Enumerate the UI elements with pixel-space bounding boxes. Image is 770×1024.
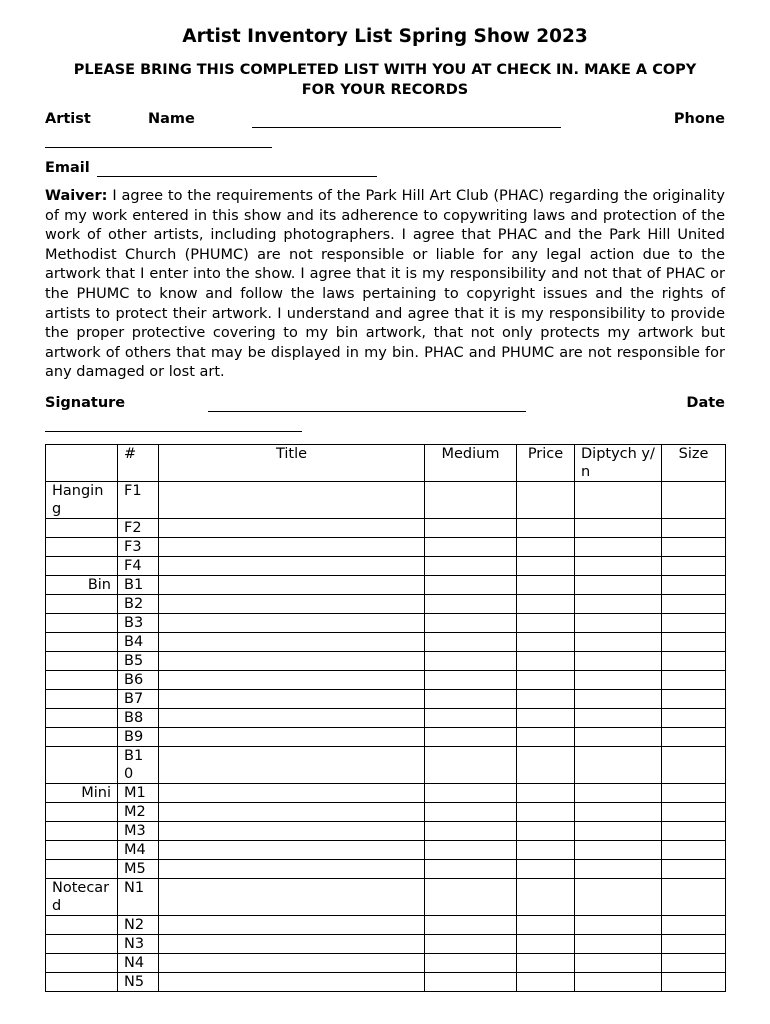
price-cell[interactable] [517,709,575,728]
row-category [46,709,118,728]
row-category [46,916,118,935]
title-cell[interactable] [159,822,425,841]
row-number: B7 [118,690,159,709]
table-row [46,614,726,633]
title-cell[interactable] [159,728,425,747]
signature-field[interactable] [208,411,526,412]
row-category [46,690,118,709]
size-cell[interactable] [662,595,726,614]
price-cell[interactable] [517,747,575,784]
table-row [46,690,726,709]
header-diptych: Diptych y/n [575,445,662,482]
size-cell[interactable] [662,822,726,841]
medium-cell[interactable] [425,652,517,671]
table-row [46,784,726,803]
row-number: B5 [118,652,159,671]
medium-cell[interactable] [425,519,517,538]
row-category [46,803,118,822]
size-cell[interactable] [662,954,726,973]
header-number: # [118,445,159,482]
table-row [46,803,726,822]
size-cell[interactable] [662,935,726,954]
diptych-cell[interactable] [575,954,662,973]
row-category [46,860,118,879]
title-cell[interactable] [159,652,425,671]
table-row [46,595,726,614]
medium-cell[interactable] [425,576,517,595]
medium-cell[interactable] [425,784,517,803]
price-cell[interactable] [517,822,575,841]
row-category [46,954,118,973]
row-category [46,973,118,992]
price-cell[interactable] [517,973,575,992]
diptych-cell[interactable] [575,841,662,860]
size-cell[interactable] [662,614,726,633]
waiver-label: Waiver: [45,188,108,204]
medium-cell[interactable] [425,860,517,879]
table-row [46,709,726,728]
price-cell[interactable] [517,784,575,803]
medium-cell[interactable] [425,671,517,690]
table-row [46,728,726,747]
table-row [46,652,726,671]
phone-field[interactable] [45,147,272,148]
medium-cell[interactable] [425,538,517,557]
size-cell[interactable] [662,709,726,728]
row-number: F2 [118,519,159,538]
price-cell[interactable] [517,595,575,614]
table-row [46,935,726,954]
medium-cell[interactable] [425,728,517,747]
medium-cell[interactable] [425,803,517,822]
title-cell[interactable] [159,482,425,519]
price-cell[interactable] [517,633,575,652]
medium-cell[interactable] [425,935,517,954]
row-category: Bin [46,576,118,595]
size-cell[interactable] [662,784,726,803]
title-cell[interactable] [159,784,425,803]
medium-cell[interactable] [425,973,517,992]
medium-cell[interactable] [425,954,517,973]
title-cell[interactable] [159,538,425,557]
price-cell[interactable] [517,576,575,595]
diptych-cell[interactable] [575,728,662,747]
size-cell[interactable] [662,538,726,557]
size-cell[interactable] [662,747,726,784]
diptych-cell[interactable] [575,916,662,935]
size-cell[interactable] [662,633,726,652]
name-label: Name [148,111,195,127]
table-row [46,973,726,992]
title-cell[interactable] [159,747,425,784]
medium-cell[interactable] [425,822,517,841]
title-cell[interactable] [159,935,425,954]
row-number: N3 [118,935,159,954]
row-category: Mini [46,784,118,803]
title-cell[interactable] [159,973,425,992]
diptych-cell[interactable] [575,557,662,576]
diptych-cell[interactable] [575,690,662,709]
instructions: PLEASE BRING THIS COMPLETED LIST WITH YOU AT CHECK IN. MAKE A COPY FOR YOUR RECORDS [73,62,697,98]
row-number: M4 [118,841,159,860]
diptych-cell[interactable] [575,709,662,728]
header-medium: Medium [425,445,517,482]
price-cell[interactable] [517,879,575,916]
title-cell[interactable] [159,557,425,576]
email-label: Email [45,160,90,176]
size-cell[interactable] [662,728,726,747]
title-cell[interactable] [159,576,425,595]
diptych-cell[interactable] [575,973,662,992]
name-field[interactable] [252,127,561,128]
medium-cell[interactable] [425,879,517,916]
size-cell[interactable] [662,557,726,576]
diptych-cell[interactable] [575,860,662,879]
diptych-cell[interactable] [575,803,662,822]
price-cell[interactable] [517,803,575,822]
row-number: F3 [118,538,159,557]
row-number: M2 [118,803,159,822]
price-cell[interactable] [517,841,575,860]
inventory-table [45,444,726,992]
row-category [46,633,118,652]
title-cell[interactable] [159,595,425,614]
size-cell[interactable] [662,973,726,992]
diptych-cell[interactable] [575,538,662,557]
medium-cell[interactable] [425,690,517,709]
row-category [46,747,118,784]
header-category [46,445,118,482]
email-field[interactable] [97,176,377,177]
row-number: F1 [118,482,159,519]
date-field[interactable] [45,431,302,432]
row-category [46,519,118,538]
title-cell[interactable] [159,671,425,690]
row-category: Notecard [46,879,118,916]
price-cell[interactable] [517,728,575,747]
diptych-cell[interactable] [575,595,662,614]
row-number: F4 [118,557,159,576]
medium-cell[interactable] [425,633,517,652]
row-category [46,595,118,614]
diptych-cell[interactable] [575,519,662,538]
size-cell[interactable] [662,519,726,538]
table-row [46,954,726,973]
medium-cell[interactable] [425,747,517,784]
price-cell[interactable] [517,860,575,879]
row-category [46,935,118,954]
title-cell[interactable] [159,916,425,935]
row-number: B2 [118,595,159,614]
medium-cell[interactable] [425,482,517,519]
diptych-cell[interactable] [575,879,662,916]
row-number: B4 [118,633,159,652]
table-row [46,916,726,935]
header-size: Size [662,445,726,482]
row-number: B1 [118,576,159,595]
size-cell[interactable] [662,690,726,709]
row-number: N4 [118,954,159,973]
diptych-cell[interactable] [575,784,662,803]
table-row [46,633,726,652]
price-cell[interactable] [517,482,575,519]
price-cell[interactable] [517,671,575,690]
table-row [46,538,726,557]
size-cell[interactable] [662,879,726,916]
medium-cell[interactable] [425,614,517,633]
title-cell[interactable] [159,690,425,709]
price-cell[interactable] [517,519,575,538]
row-number: B8 [118,709,159,728]
size-cell[interactable] [662,576,726,595]
table-row [46,860,726,879]
row-category [46,652,118,671]
price-cell[interactable] [517,557,575,576]
table-row [46,482,726,519]
medium-cell[interactable] [425,709,517,728]
table-row [46,671,726,690]
table-row [46,822,726,841]
size-cell[interactable] [662,652,726,671]
medium-cell[interactable] [425,557,517,576]
row-category [46,841,118,860]
price-cell[interactable] [517,614,575,633]
header-price: Price [517,445,575,482]
waiver-paragraph [45,187,725,383]
row-number: B3 [118,614,159,633]
waiver-text: I agree to the requirements of the Park Hill Art Club (PHAC) regarding the originality of my work entered in this show and its adherence to copywriting laws and protection of the work of other artists, including photographers. I agree that PHAC and the Park Hill United Methodist Church (PHUMC) are not responsible or liable for any legal action due to the artwork that I enter into the show. I agree that it is my responsibility and not that of PHAC or the PHUMC to know and follow the laws pertaining to copyright issues and the rights of artists to protect their artwork. I understand and agree that it is my responsibility to provide the proper protective covering to my bin artwork, that not only protects my artwork but artwork of others that may be displayed in my bin. PHAC and PHUMC are not responsible for any damaged or lost art. [45,188,725,381]
row-number: N1 [118,879,159,916]
title-cell[interactable] [159,803,425,822]
medium-cell[interactable] [425,595,517,614]
diptych-cell[interactable] [575,633,662,652]
row-category [46,728,118,747]
diptych-cell[interactable] [575,482,662,519]
signature-label: Signature [45,395,126,411]
table-row [46,879,726,916]
header-title: Title [159,445,425,482]
size-cell[interactable] [662,671,726,690]
diptych-cell[interactable] [575,671,662,690]
title-cell[interactable] [159,614,425,633]
title-cell[interactable] [159,841,425,860]
row-category: Hanging [46,482,118,519]
row-number: M1 [118,784,159,803]
price-cell[interactable] [517,652,575,671]
size-cell[interactable] [662,916,726,935]
title-cell[interactable] [159,519,425,538]
row-number: M3 [118,822,159,841]
diptych-cell[interactable] [575,576,662,595]
diptych-cell[interactable] [575,747,662,784]
row-category [46,671,118,690]
page-title: Artist Inventory List Spring Show 2023 [182,26,588,47]
row-category [46,822,118,841]
row-category [46,557,118,576]
row-number: N5 [118,973,159,992]
table-row [46,747,726,784]
price-cell[interactable] [517,935,575,954]
phone-label: Phone [673,111,725,127]
price-cell[interactable] [517,954,575,973]
size-cell[interactable] [662,803,726,822]
medium-cell[interactable] [425,916,517,935]
inventory-body [46,482,726,992]
table-row [46,519,726,538]
title-cell[interactable] [159,860,425,879]
row-number: B6 [118,671,159,690]
title-cell[interactable] [159,709,425,728]
row-number: M5 [118,860,159,879]
row-category [46,614,118,633]
size-cell[interactable] [662,482,726,519]
diptych-cell[interactable] [575,822,662,841]
row-number: N2 [118,916,159,935]
artist-label: Artist [45,111,91,127]
price-cell[interactable] [517,916,575,935]
title-cell[interactable] [159,633,425,652]
row-category [46,538,118,557]
price-cell[interactable] [517,538,575,557]
diptych-cell[interactable] [575,935,662,954]
table-row [46,576,726,595]
diptych-cell[interactable] [575,652,662,671]
table-header-row [46,445,726,482]
title-cell[interactable] [159,954,425,973]
price-cell[interactable] [517,690,575,709]
table-row [46,841,726,860]
diptych-cell[interactable] [575,614,662,633]
title-cell[interactable] [159,879,425,916]
medium-cell[interactable] [425,841,517,860]
date-label: Date [686,395,725,411]
size-cell[interactable] [662,841,726,860]
size-cell[interactable] [662,860,726,879]
row-number: B9 [118,728,159,747]
table-row [46,557,726,576]
row-number: B10 [118,747,159,784]
